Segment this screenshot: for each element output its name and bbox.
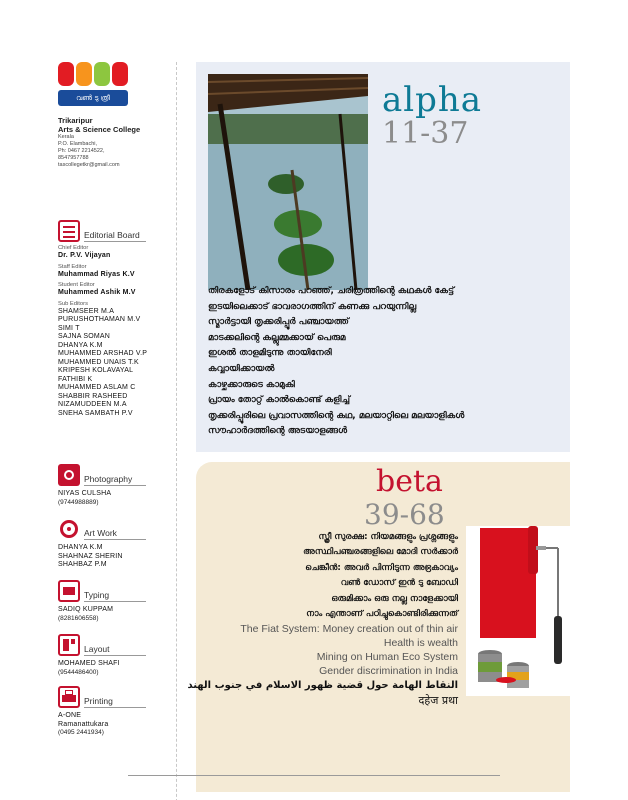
- sub-editor: FATHIBI K: [58, 375, 93, 383]
- college-name-2: Arts & Science College: [58, 125, 141, 134]
- college-name-1: Trikaripur: [58, 116, 93, 125]
- contents-item[interactable]: സ്ത്രീ സുരക്ഷ: നിയമങ്ങളും പ്രശ്നങ്ങളും: [318, 532, 458, 542]
- contents-item[interactable]: ഇടയിലെക്കാട് ഭാവരാഗത്തിന് കണക്കു പറയുന്നില്ല: [208, 301, 417, 312]
- sub-editor: DHANYA K.M: [58, 341, 103, 349]
- paint-roller-illustration: [466, 526, 570, 696]
- sub-editor: SHABBIR RASHEED: [58, 392, 128, 400]
- student-editor-name: Muhammed Ashik M.V: [58, 289, 136, 296]
- printer-name: A-ONE: [58, 712, 82, 719]
- contents-item[interactable]: ഒരുമിക്കാം ഒരു നല്ല നാളേക്കായി: [331, 593, 458, 604]
- contents-item[interactable]: സൗഹാർദത്തിന്റെ അടയാളങ്ങൾ: [208, 426, 348, 437]
- masthead: [58, 62, 176, 169]
- sub-editor: KRIPESH KOLAVAYAL: [58, 367, 134, 374]
- beta-contents: [187, 530, 458, 708]
- layout-credit: [58, 630, 176, 677]
- student-editor-role: Student Editor: [58, 282, 95, 288]
- contents-item[interactable]: Gender discrimination in India: [319, 665, 458, 678]
- printer-phone: (0495 2441934): [58, 729, 104, 736]
- college-line-2: P.O. Elambachi,: [58, 141, 98, 147]
- photography-credit: [58, 460, 176, 507]
- artist-name: DHANYA K.M: [58, 544, 103, 551]
- contents-item[interactable]: കാഴ്ചക്കാരുടെ കാമുകി: [208, 379, 295, 390]
- chief-editor-name: Dr. P.V. Vijayan: [58, 252, 111, 259]
- magazine-logo: [58, 62, 128, 108]
- layout-icon: [58, 634, 80, 656]
- logo-letter-green: [94, 62, 110, 86]
- artist-name: SHAHBAZ P.M: [58, 561, 107, 568]
- layout-designer-phone: (9544486400): [58, 668, 99, 676]
- sub-editor: SAJNA SOMAN: [58, 333, 110, 340]
- typing-title: Typing: [84, 590, 146, 602]
- staff-editor-role: Staff Editor: [58, 263, 87, 270]
- camera-icon: [58, 464, 80, 486]
- sub-editor: MUHAMMED ASLAM C: [58, 384, 136, 391]
- photographer-name: NIYAS CULSHA: [58, 490, 112, 497]
- artwork-title: Art Work: [84, 528, 146, 540]
- contents-item[interactable]: നാം എന്താണ് പഠിച്ചുകൊണ്ടിരിക്കുന്നത്: [306, 609, 458, 620]
- backwater-photo: [208, 74, 368, 290]
- alpha-section: [196, 62, 570, 452]
- contents-item[interactable]: النقاط الهامة حول قضية ظهور الاسلام في جنوب الهند: [187, 680, 458, 692]
- contents-item[interactable]: Health is wealth: [383, 637, 458, 650]
- contents-item[interactable]: പ്രായം തോറ്റ് കാൽകൊണ്ട് കളിച്ച്: [208, 395, 350, 406]
- logo-letter-red-2: [112, 62, 128, 86]
- contents-item[interactable]: Mining on Human Eco System: [316, 651, 458, 664]
- photographer-phone: (9744988889): [58, 498, 99, 506]
- beta-title: beta: [376, 464, 443, 499]
- layout-title: Layout: [84, 644, 146, 656]
- contents-item[interactable]: दहेज प्रथा: [418, 694, 458, 708]
- contents-item[interactable]: വൺ ഡോസ് ഇൻ ടു ബോഡി: [340, 578, 458, 589]
- sub-editor: SHAMSEER M.A: [58, 307, 115, 315]
- typing-credit: [58, 576, 176, 623]
- artist-name: SHAHNAZ SHERIN: [58, 552, 123, 560]
- alpha-page-range: 11-37: [382, 116, 469, 151]
- college-line-3: Ph: 0467 2214522,: [58, 148, 105, 154]
- printing-title: Printing: [84, 696, 146, 708]
- logo-letter-red: [58, 62, 74, 86]
- contents-item[interactable]: മാടക്കലിന്റെ കല്ലുമ്മക്കായ് പെരുമ: [208, 332, 346, 343]
- logo-letter-orange: [76, 62, 92, 86]
- contents-item[interactable]: തൃക്കരിപ്പൂരിലെ പ്രവാസത്തിന്റെ കഥ, മലയാറ്റിലെ മലയാളികൾ: [208, 410, 465, 421]
- college-line-5: tascollegetkr@gmail.com: [58, 162, 120, 168]
- notepad-icon: [58, 220, 80, 242]
- paint-roller-svg: [466, 526, 570, 696]
- layout-designer-name: MOHAMED SHAFI: [58, 660, 120, 667]
- alpha-title: alpha: [382, 80, 483, 120]
- college-line-1: Kerala: [58, 134, 74, 140]
- sub-editor: MUHAMMED ARSHAD V.P: [58, 350, 148, 357]
- column-divider: [176, 62, 177, 800]
- editorial-board: [58, 216, 176, 418]
- printing-credit: [58, 682, 176, 737]
- college-line-4: 8547957788: [58, 155, 89, 161]
- staff-editor-name: Muhammad Riyas K.V: [58, 270, 135, 278]
- sub-editor: PURUSHOTHAMAN M.V: [58, 316, 141, 323]
- typist-name: SADIQ KUPPAM: [58, 606, 114, 613]
- contents-item[interactable]: കവ്വായിക്കായൽ: [208, 363, 275, 374]
- contents-item[interactable]: തിരകളോട് കിസാരം പറഞ്ഞ്, ചരിത്രത്തിന്റെ കഥകൾ കേട്ട്: [208, 286, 455, 296]
- contents-item[interactable]: ഇശൽ താളമിടുന്നു തായിനേരി: [208, 348, 332, 359]
- printer-place: Ramanattukara: [58, 720, 109, 728]
- artwork-credit: [58, 514, 176, 570]
- keyboard-icon: [58, 580, 80, 602]
- beta-section: [187, 462, 570, 792]
- editorial-board-title: Editorial Board: [84, 230, 146, 242]
- beta-page-range: 39-68: [364, 498, 445, 531]
- logo-band: വൺ ടു ത്രീ: [58, 90, 128, 106]
- sub-editor: SIMI T: [58, 324, 80, 332]
- contents-item[interactable]: അസ്ഥിപഞ്ചരങ്ങളിലെ മോദി സർക്കാർ: [303, 547, 458, 558]
- bottom-divider: [128, 775, 500, 776]
- contents-item[interactable]: ചെങ്കീൻ: അവർ പിന്നിടുന്ന അഭ്രകാവ്യം: [305, 562, 458, 573]
- sub-editor: MUHAMMED UNAIS T.K: [58, 358, 139, 366]
- sub-editors-role: Sub Editors: [58, 300, 88, 307]
- chief-editor-role: Chief Editor: [58, 245, 89, 251]
- backwater-photo-svg: [208, 74, 368, 290]
- alpha-contents: [208, 284, 464, 440]
- film-reel-icon: [58, 518, 80, 540]
- typist-phone: (8281606558): [58, 614, 99, 622]
- college-info: [58, 116, 176, 169]
- sub-editor: NIZAMUDDEEN M.A: [58, 401, 127, 408]
- photography-title: Photography: [84, 474, 146, 486]
- printer-icon: [58, 686, 80, 708]
- sub-editor: SNEHA SAMBATH P.V: [58, 409, 133, 417]
- contents-item[interactable]: The Fiat System: Money creation out of thin air: [240, 623, 458, 636]
- contents-item[interactable]: സ്മാർട്ടായി തൃക്കരിപ്പൂർ പഞ്ചായത്ത്: [208, 317, 349, 328]
